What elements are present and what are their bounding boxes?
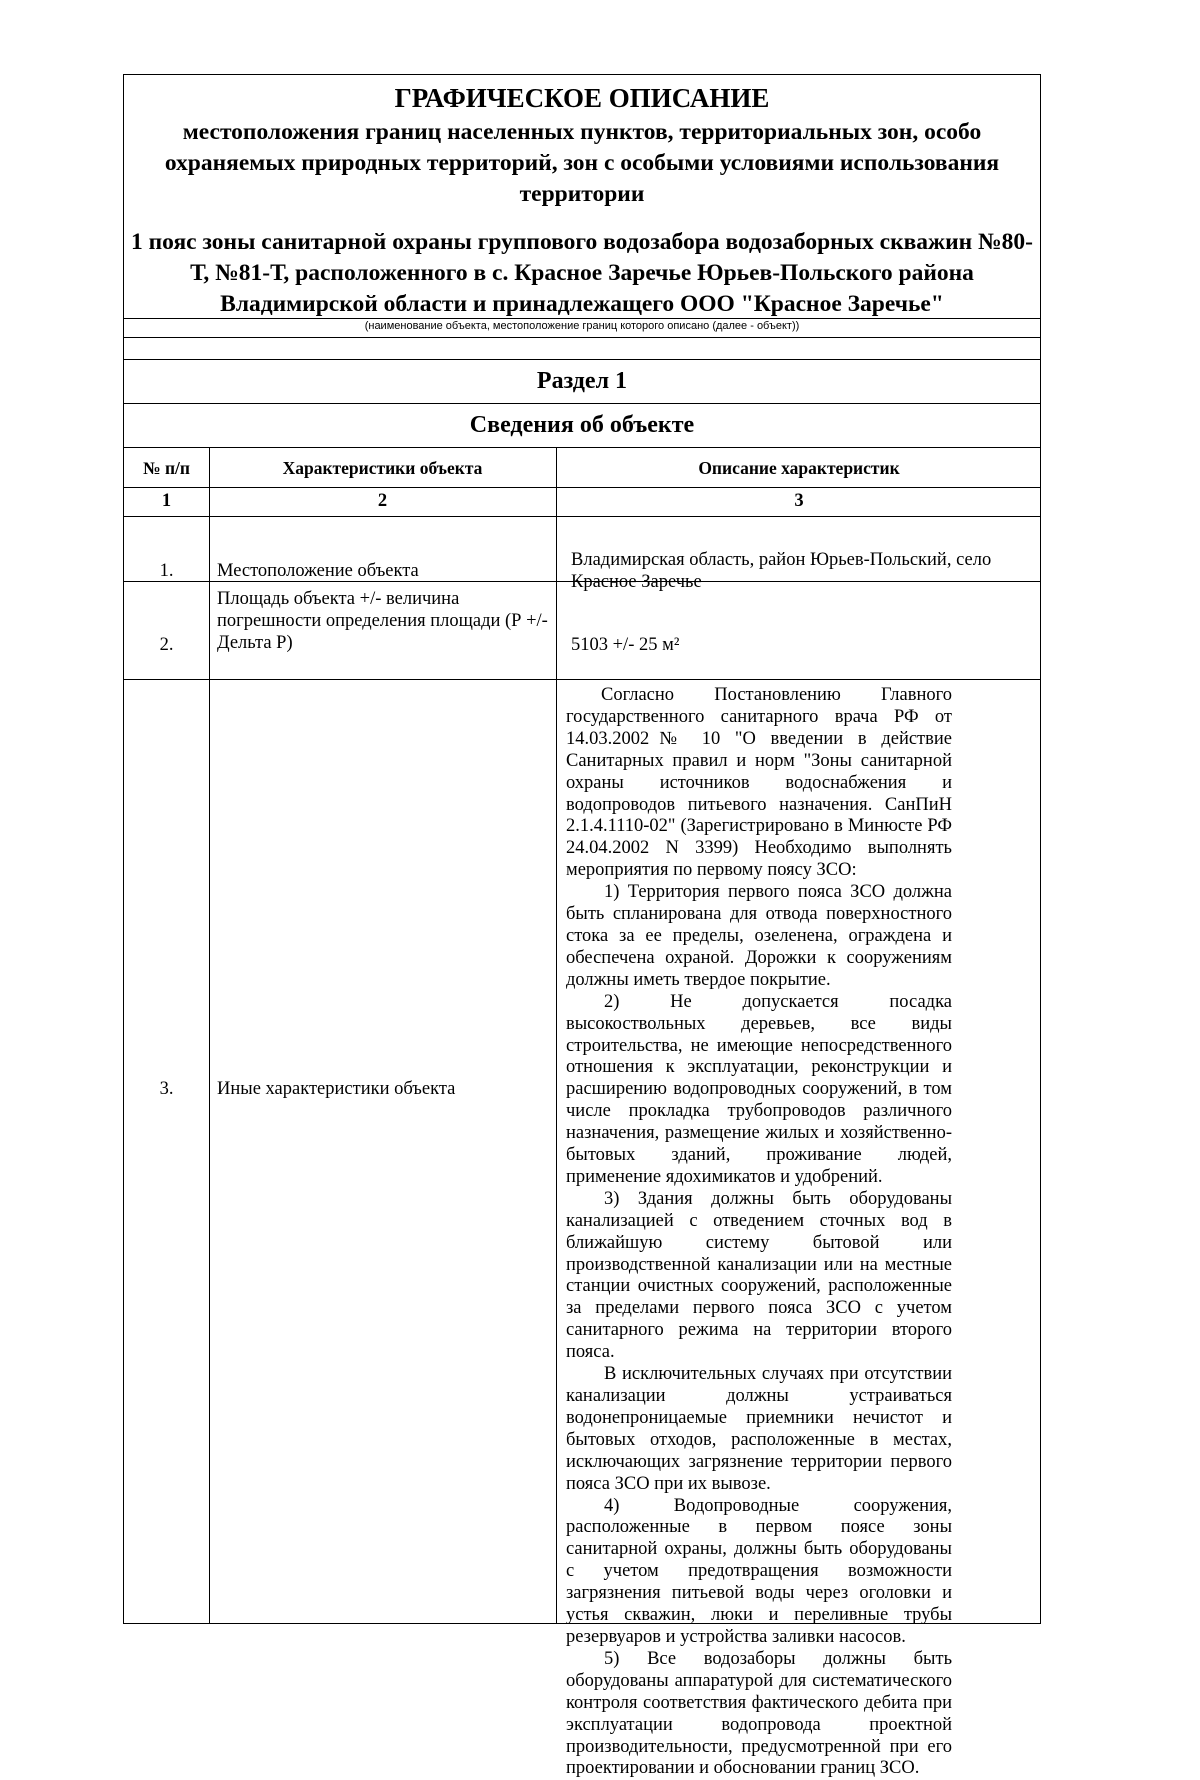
description-paragraph: 1) Территория первого пояса ЗСО должна быть спланирована для отвода поверхностного стока за ее пределы, озеленена, ограждена и обеспечена охраной. Дорожки к сооружениям должны иметь твердое покрытие. [566, 882, 952, 990]
table-divider [124, 679, 1040, 680]
column-number: 3 [794, 491, 804, 511]
description-paragraph: 3) Здания должны быть оборудованы канализацией с отведением сточных вод в ближайшую систему бытовой или производственной канализации или на местные станции очистных сооружений, расположенные за пределами первого пояса ЗСО с учетом санитарного режима на территории второго пояса. [566, 1188, 952, 1363]
object-name: 1 пояс зоны санитарной охраны группового водозабора водозаборных скважин №80-Т, №81-Т, расположенного в с. Красное Заречье Юрьев-Польского района Владимирской области и принадлежащего ООО "Красное Заречье" [131, 229, 1033, 317]
row-number: 1. [159, 561, 174, 581]
row-description [566, 685, 952, 1780]
column-number: 2 [377, 491, 388, 511]
column-number: 1 [161, 491, 172, 511]
row-characteristic: Местоположение объекта [217, 561, 419, 581]
description-paragraph: В исключительных случаях при отсутствии канализации должны устраиваться водонепроницаемые приемники нечистот и бытовых отходов, расположенные в местах, исключающих загрязнение территории первого пояса ЗСО при их вывозе. [566, 1364, 952, 1494]
table-divider [124, 516, 1040, 517]
table-divider [124, 487, 1040, 488]
section-title: Раздел 1 [536, 368, 628, 394]
row-characteristic: Иные характеристики объекта [217, 1079, 456, 1099]
row-number: 2. [159, 635, 174, 655]
description-paragraph: 4) Водопроводные сооружения, расположенные в первом поясе зоны санитарной охраны, должны быть оборудованы с учетом предотвращения возможности загрязнения питьевой воды через оголовки и устья скважин, люки и переливные трубы резервуаров и устройства заливки насосов. [566, 1495, 952, 1647]
object-name-note: (наименование объекта, местоположение границ которого описано (далее - объект)) [364, 320, 800, 332]
divider [124, 447, 1040, 448]
divider [124, 359, 1040, 360]
document-frame [123, 74, 1041, 1779]
description-paragraph: Согласно Постановлению Главного государственного санитарного врача РФ от 14.03.2002№ 10 "О введении в действие Санитарных правил и норм "Зоны санитарной охраны источников водоснабжения и водопроводов питьевого назначения. СанПиН 2.1.4.1110-02" (Зарегистрировано в Минюсте РФ 24.04.2002 N 3399) Необходимо выполнять мероприятия по первому поясу ЗСО: [566, 685, 952, 881]
document-title: ГРАФИЧЕСКОЕ ОПИСАНИЕ [394, 83, 770, 113]
description-paragraph: 5) Все водозаборы должны быть оборудованы аппаратурой для систематического контроля соответствия фактического дебита при эксплуатации водопровода проектной производительности, предусмотренной при его проектировании и обосновании границ ЗСО. [566, 1648, 952, 1779]
column-header-number: № п/п [143, 458, 190, 478]
table-column-divider [209, 447, 210, 1624]
column-header-characteristic: Характеристики объекта [282, 458, 483, 478]
table-column-divider [556, 447, 557, 1624]
row-characteristic: Площадь объекта +/- величина погрешности определения площади (Р +/- Дельта Р) [217, 589, 548, 653]
column-header-description: Описание характеристик [698, 458, 900, 478]
description-paragraph: 2) Не допускается посадка высокоствольных деревьев, все виды строительства, не имеющие непосредственного отношения к эксплуатации, реконструкции и расширению водопроводных сооружений, в том числе прокладка трубопроводов различного назначения, размещение жилых и хозяйственно-бытовых зданий, проживание людей, применение ядохимикатов и удобрений. [566, 991, 952, 1187]
document-subtitle: местоположения границ населенных пунктов, территориальных зон, особо охраняемых природных территорий, зон с особыми условиями использования территории [164, 119, 1000, 207]
divider [124, 337, 1040, 338]
row-description: 5103 +/- 25 м² [571, 635, 680, 655]
divider [124, 403, 1040, 404]
divider [124, 318, 1040, 319]
row-number: 3. [159, 1079, 174, 1099]
section-subtitle: Сведения об объекте [469, 412, 695, 438]
row-description: Владимирская область, район Юрьев-Польский, село Красное Заречье [571, 550, 992, 592]
